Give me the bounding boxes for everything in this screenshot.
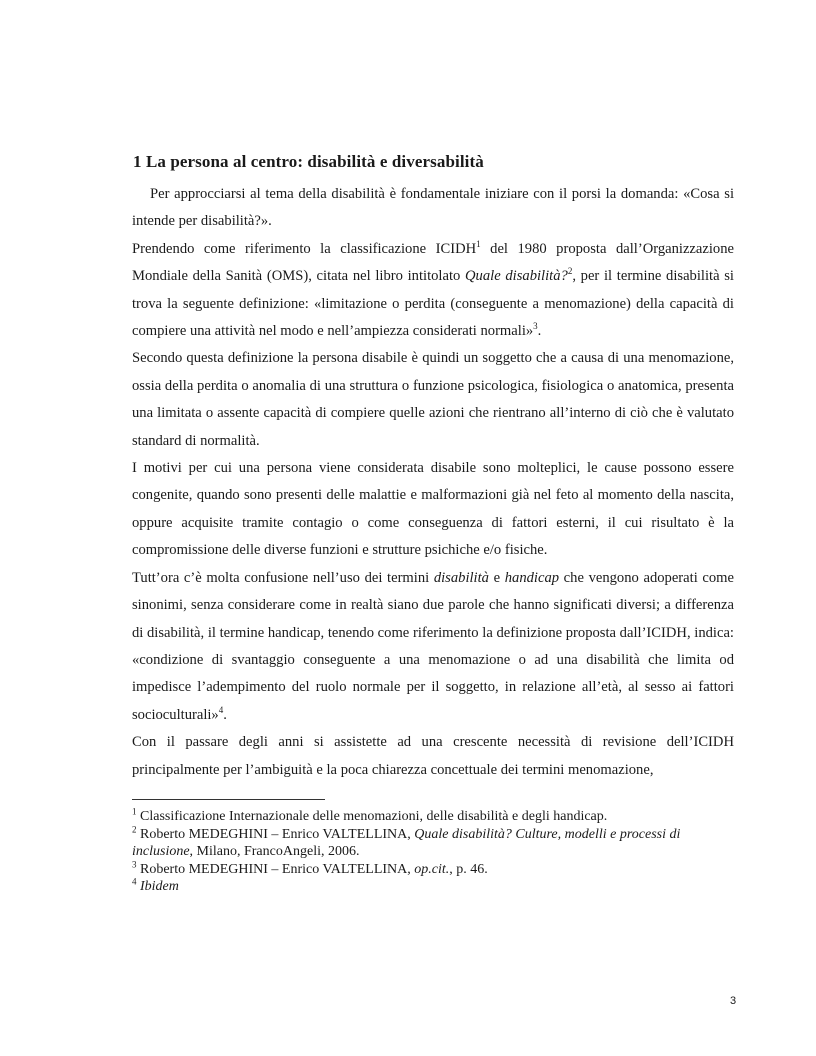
p3-text: Secondo questa definizione la persona disabile è quindi un soggetto che a causa di una menomazione, ossia della perdita o anomalia di una struttura o funzione psicologica, fisiologica o anatomica, presenta una limitata o assente capacità di compiere quelle azioni che rientrano all’interno di ciò che è valutato standard di normalità.: [132, 350, 734, 449]
paragraph-4: [132, 455, 734, 565]
footnote-2-number: 2: [132, 823, 137, 834]
footnote-ref-4: 4: [218, 704, 224, 715]
footnote-4-ibidem: Ibidem: [140, 879, 179, 894]
book-title: Quale disabilità?: [465, 268, 568, 285]
term-disabilita: disabilità: [433, 569, 489, 586]
footnote-3: [132, 858, 732, 879]
paragraph-5: [132, 565, 734, 729]
footnote-2: [132, 823, 732, 861]
footnote-4-number: 4: [132, 876, 137, 887]
footnote-3-authors: Roberto MEDEGHINI – Enrico VALTELLINA,: [136, 861, 415, 877]
footnotes: [132, 808, 732, 896]
footnote-2-title: Quale disabilità? Culture, modelli e processi di inclusione: [132, 826, 681, 859]
p4-text: I motivi per cui una persona viene considerata disabile sono molteplici, le cause possono essere congenite, quando sono presenti delle malattie e malformazioni già nel feto al momento della nascita, oppure acquisite tramite contagio o come conseguenza di fattori esterni, il cui risultato è la compromissione delle diverse funzioni e strutture psichiche e/o fisiche.: [132, 460, 734, 559]
body-text: [132, 181, 734, 784]
footnote-2-publisher: , Milano, FrancoAngeli, 2006.: [189, 844, 360, 859]
footnote-1: [132, 808, 732, 826]
footnote-separator: [132, 799, 325, 800]
p2-text-c: , per il termine disabilità si trova la seguente definizione: «limitazione o perdita (conseguente a menomazione) della capacità di compiere una attività nel modo e nell’ampiezza considerati normali»: [132, 268, 734, 340]
p6-text: Con il passare degli anni si assistette ad una crescente necessità di revisione dell’ICIDH principalmente per l’ambiguità e la poca chiarezza concettuale dei termini menomazione,: [132, 734, 734, 778]
footnote-3-opcit: op.cit.: [414, 861, 450, 877]
footnote-1-number: 1: [132, 806, 137, 817]
p1-text: Per approcciarsi al tema della disabilità è fondamentale iniziare con il porsi la domanda: «Cosa si intende per disabilità?».: [132, 186, 734, 230]
p2-text-b: del 1980 proposta dall’Organizzazione Mondiale della Sanità (OMS), citata nel libro intitolato: [132, 240, 734, 285]
p5-text-d: .: [223, 706, 227, 723]
p5-text-b: e: [488, 569, 505, 586]
footnote-4: [132, 878, 732, 896]
term-handicap: handicap: [504, 569, 560, 586]
p5-text-c: che vengono adoperati come sinonimi, senza considerare come in realtà siano due parole che hanno significati diversi; a differenza di disabilità, il termine handicap, tenendo come riferimento la definizione proposta dall’ICIDH, indica: «condizione di svantaggio conseguente a una menomazione o ad una disabilità che limita od impedisce l’adempimento del ruolo normale per il soggetto, in relazione all’età, al sesso ai fattori socioculturali»: [132, 569, 734, 723]
p2-text-d: .: [537, 323, 542, 340]
p5-text-a: Tutt’ora c’è molta confusione nell’uso dei termini: [132, 569, 434, 586]
footnote-2-authors: Roberto MEDEGHINI – Enrico VALTELLINA,: [136, 826, 415, 842]
footnote-3-number: 3: [132, 858, 137, 869]
paragraph-6: [132, 729, 734, 784]
page-number: 3: [730, 995, 737, 1007]
p2-text-a: Prendendo come riferimento la classificazione ICIDH: [132, 240, 477, 257]
paragraph-2: [132, 236, 734, 346]
footnote-ref-2: 2: [567, 266, 573, 277]
footnote-3-page: , p. 46.: [449, 861, 488, 877]
section-heading: 1 La persona al centro: disabilità e diversabilità: [133, 152, 484, 171]
footnote-ref-1: 1: [476, 238, 481, 249]
footnote-1-text: Classificazione Internazionale delle menomazioni, delle disabilità e degli handicap.: [136, 809, 608, 824]
footnote-ref-3: 3: [533, 321, 538, 332]
paragraph-1: [132, 181, 734, 236]
paragraph-3: [132, 345, 734, 455]
